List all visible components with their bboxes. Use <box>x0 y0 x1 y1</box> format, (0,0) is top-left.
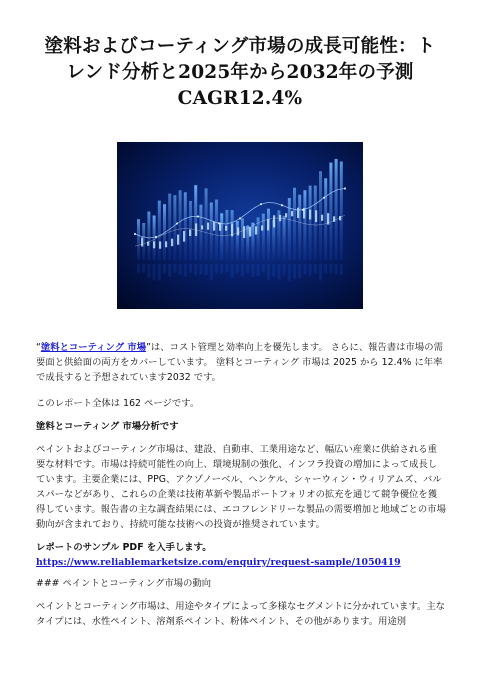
illustration-candle <box>315 210 317 222</box>
illustration-bar <box>225 210 228 260</box>
illustration-reflection <box>194 264 197 276</box>
illustration-dot <box>176 222 178 224</box>
illustration-candle <box>177 235 179 245</box>
illustration-reflection <box>298 264 301 278</box>
illustration-candle <box>225 226 227 231</box>
illustration-reflection <box>137 264 140 273</box>
illustration-bar <box>220 213 223 260</box>
illustration-bar <box>309 186 312 260</box>
illustration-candle <box>297 208 299 218</box>
illustration-candle <box>201 225 203 229</box>
illustration-reflection <box>309 264 312 276</box>
illustration-bar <box>158 201 161 260</box>
illustration-reflection <box>340 264 343 275</box>
illustration-bar <box>335 159 338 260</box>
illustration-reflection <box>267 264 270 280</box>
illustration-reflection <box>277 264 280 279</box>
illustration-dot <box>281 204 283 206</box>
illustration-reflection <box>168 264 171 277</box>
title-line-2: レンド分析と2025年から2032年の予測 <box>66 62 414 83</box>
market-link[interactable]: 塗料とコーティング 市場 <box>40 342 147 353</box>
illustration-bar <box>184 192 187 260</box>
illustration-reflection <box>241 264 244 276</box>
illustration-bar <box>298 195 301 260</box>
illustration-dot <box>197 215 199 217</box>
title-line-1: 塗料およびコーティング市場の成長可能性：ト <box>44 36 436 57</box>
illustration-bar <box>283 216 286 260</box>
illustration-reflection <box>173 264 176 273</box>
illustration-reflection <box>205 264 208 275</box>
illustration-bar <box>179 190 182 260</box>
illustration-bar <box>324 178 327 260</box>
illustration-candle <box>267 219 269 230</box>
illustration-reflection <box>231 264 234 278</box>
illustration-bar <box>329 163 332 260</box>
trends-paragraph: ペイントとコーティング市場は、用途やタイプによって多様なセグメントに分かれています。主なタイプには、水性ペイント、溶剤系ペイント、粉体ペイント、その他があります。用途別 <box>36 601 446 627</box>
intro-text: ”は、コスト管理と効率向上を優先します。 さらに、報告書は市場の需要面と供給面の両方をカバーしています。 塗料とコーティング 市場は 2025 から 12.4% に年率で成長すると予想されています2032 です。 <box>36 342 443 383</box>
illustration-dot <box>323 197 325 199</box>
illustration-candle <box>285 213 287 217</box>
illustration-bar <box>267 209 270 260</box>
quote-open: “ <box>36 342 41 353</box>
document-title <box>24 34 456 112</box>
illustration-dot <box>218 222 220 224</box>
stock-chart-illustration <box>117 142 363 309</box>
illustration-bar <box>199 205 202 260</box>
illustration-candle <box>165 241 167 247</box>
illustration-reflection <box>314 264 317 273</box>
illustration-bar <box>147 211 150 260</box>
illustration-reflection <box>225 264 228 272</box>
illustration-candle <box>237 227 239 235</box>
illustration-bar <box>303 190 306 260</box>
illustration-candle <box>189 230 191 236</box>
illustration-bar <box>168 194 171 260</box>
illustration-bar <box>215 200 218 260</box>
illustration-dot <box>260 203 262 205</box>
illustration-reflection <box>246 264 249 273</box>
intro-paragraph <box>36 340 446 385</box>
illustration-candle <box>207 222 209 229</box>
illustration-dot <box>239 217 241 219</box>
illustration-reflection <box>335 264 338 274</box>
illustration-candle <box>213 221 215 230</box>
illustration-candle <box>153 241 155 248</box>
illustration-reflection <box>199 264 202 274</box>
illustration-reflection <box>251 264 254 277</box>
illustration-reflection <box>220 264 223 274</box>
title-line-3: CAGR12.4% <box>177 88 303 109</box>
stock-chart-image <box>117 142 363 309</box>
illustration-reflection <box>272 264 275 277</box>
illustration-reflection <box>153 264 156 280</box>
illustration-bar <box>194 185 197 260</box>
market-analysis-paragraph: ペイントおよびコーティング市場は、建設、自動車、工業用途など、幅広い産業に供給される重要な材料です。市場は持続可能性の向上、環境規制の強化、インフラ投資の増加によって成長しています。主要企業には、PPG、アクゾノーベル、ヘンケル、シャーウィン・ウィリアムズ、バルスパーなどがあり、これらの企業は技術革新や製品ポートフォリオの拡充を通じて競争優位を獲得しています。報告書の主な調査結果には、エコフレンドリーな製品の需要増加と地域ごとの市場動向が含まれており、持続可能な技術への投資が推奨されています。 <box>36 444 446 530</box>
illustration-candle <box>243 226 245 238</box>
illustration-dot <box>344 187 346 189</box>
illustration-reflection <box>163 264 166 273</box>
illustration-reflection <box>210 264 213 280</box>
illustration-candle <box>321 215 323 221</box>
illustration-bar <box>314 186 317 260</box>
illustration-bar <box>137 219 140 260</box>
illustration-candle <box>273 215 275 227</box>
trends-heading: ### ペイントとコーティング市場の動向 <box>36 578 212 589</box>
illustration-reflection <box>324 264 327 273</box>
illustration-reflection <box>329 264 332 273</box>
illustration-bar <box>236 221 239 260</box>
illustration-candle <box>291 211 293 216</box>
illustration-bar <box>293 188 296 260</box>
illustration-reflection <box>293 264 296 279</box>
illustration-reflection <box>215 264 218 273</box>
illustration-candle <box>171 239 173 247</box>
illustration-dot <box>302 209 304 211</box>
sample-request-paragraph <box>36 540 446 570</box>
illustration-dot <box>134 233 136 235</box>
illustration-reflection <box>179 264 182 275</box>
illustration-reflection <box>189 264 192 273</box>
illustration-candle <box>141 238 143 247</box>
illustration-reflection <box>147 264 150 277</box>
illustration-bar <box>210 202 213 260</box>
market-analysis-heading: 塗料とコーティング 市場分析です <box>36 421 179 432</box>
illustration-bar <box>340 161 343 260</box>
illustration-reflection <box>184 264 187 277</box>
illustration-reflection <box>288 264 291 281</box>
illustration-bar <box>241 218 244 260</box>
page-count-paragraph: このレポート全体は 162 ページです。 <box>36 398 200 409</box>
illustration-reflection <box>142 264 145 272</box>
illustration-reflection <box>158 264 161 280</box>
sample-request-link[interactable]: https://www.reliablemarketsize.com/enquiry/request-sample/1050419 <box>36 557 401 568</box>
sample-request-label: レポートのサンプル PDF を入手します。 <box>36 542 212 553</box>
illustration-reflection <box>262 264 265 272</box>
illustration-candle <box>159 241 161 248</box>
illustration-bar <box>173 195 176 260</box>
illustration-candle <box>183 231 185 242</box>
illustration-reflection <box>303 264 306 275</box>
illustration-bar <box>246 226 249 260</box>
illustration-reflection <box>283 264 286 275</box>
illustration-bar <box>251 223 254 260</box>
illustration-reflection <box>319 264 322 281</box>
illustration-reflection <box>257 264 260 276</box>
illustration-reflection <box>236 264 239 273</box>
illustration-dot <box>155 236 157 238</box>
illustration-candle <box>255 226 257 234</box>
illustration-candle <box>249 227 251 236</box>
illustration-candle <box>309 210 311 220</box>
illustration-candle <box>261 225 263 230</box>
